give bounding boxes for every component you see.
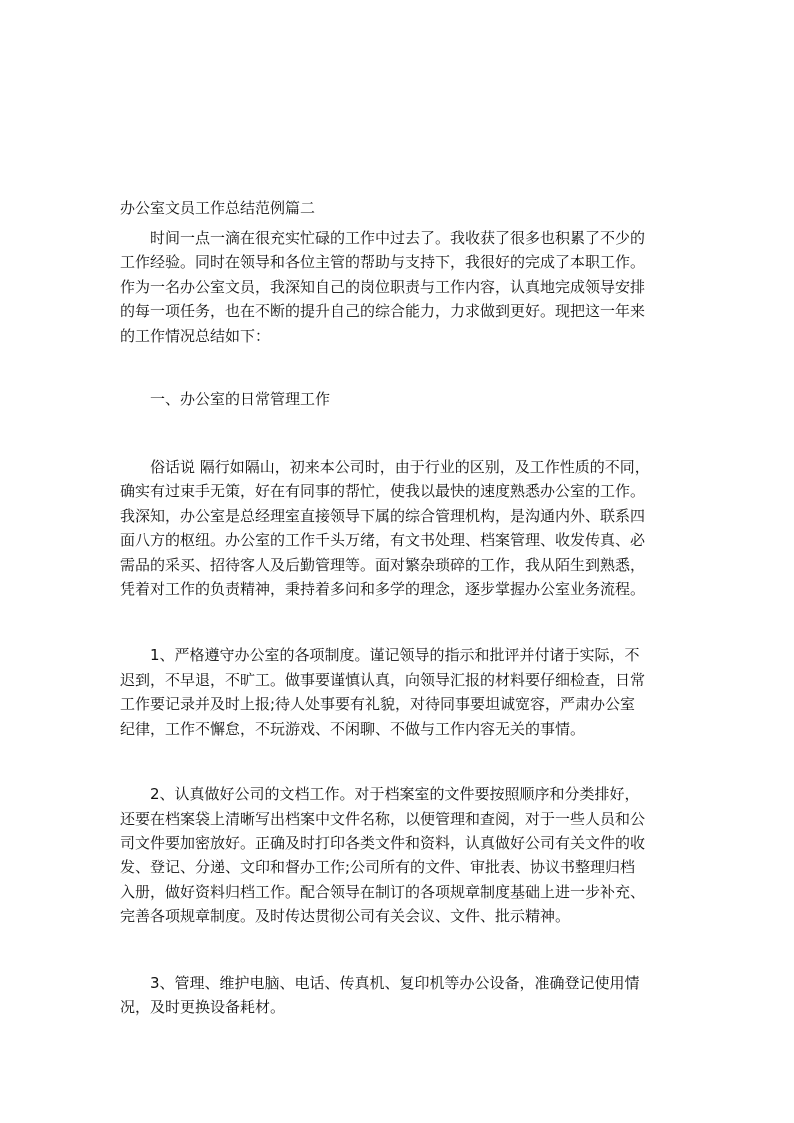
intro-line: 工作经验。同时在领导和各位主管的帮助与支持下，我很好的完成了本职工作。: [120, 253, 646, 272]
intro-line: 的每一项任务，也在不断的提升自己的综合能力，力求做到更好。现把这一年来: [120, 302, 646, 321]
section1-line: 需品的采买、招待客人及后勤管理等。面对繁杂琐碎的工作，我从陌生到熟悉，: [120, 555, 646, 574]
intro-line: 作为一名办公室文员，我深知自己的岗位职责与工作内容，认真地完成领导安排: [120, 277, 646, 296]
item3-paragraph: [120, 971, 680, 1020]
section1-paragraph: [120, 455, 680, 601]
section1-line: 确实有过束手无策，好在有同事的帮忙，使我以最快的速度熟悉办公室的工作。: [120, 482, 646, 501]
intro-line: 的工作情况总结如下：: [120, 326, 271, 345]
intro-line: 时间一点一滴在很充实忙碌的工作中过去了。我收获了很多也积累了不少的: [150, 229, 646, 247]
section1-line: 面八方的枢纽。办公室的工作千头万绪，有文书处理、档案管理、收发传真、必: [120, 531, 646, 550]
item2-line: 发、登记、分递、文印和督办工作;公司所有的文件、审批表、协议书整理归档: [120, 858, 636, 877]
intro-paragraph: [120, 226, 680, 348]
item1-line: 纪律，工作不懈怠，不玩游戏、不闲聊、不做与工作内容无关的事情。: [120, 719, 586, 738]
document-body: [120, 196, 680, 1019]
item1-line: 1、严格遵守办公室的各项制度。谨记领导的指示和批评并付诸于实际，不: [150, 646, 640, 665]
item2-line: 完善各项规章制度。及时传达贯彻公司有关会议、文件、批示精神。: [120, 907, 571, 926]
item1-line: 迟到，不早退，不旷工。做事要谨慎认真，向领导汇报的材料要仔细检查，日常: [120, 670, 646, 689]
item1-line: 工作要记录并及时上报;待人处事要有礼貌，对待同事要坦诚宽容，严肃办公室: [120, 695, 636, 714]
section1-line: 凭着对工作的负责精神，秉持着多问和多学的理念，逐步掌握办公室业务流程。: [120, 580, 646, 599]
item3-line: 况，及时更换设备耗材。: [120, 997, 286, 1016]
item2-line: 还要在档案袋上清晰写出档案中文件名称，以便管理和查阅，对于一些人员和公: [120, 809, 646, 828]
item3-line: 3、管理、维护电脑、电话、传真机、复印机等办公设备，准确登记使用情: [150, 973, 640, 992]
section-heading-1: 一、办公室的日常管理工作: [150, 390, 331, 409]
section1-line: 俗话说 隔行如隔山，初来本公司时，由于行业的区别，及工作性质的不同，: [150, 458, 650, 477]
item2-line: 2、认真做好公司的文档工作。对于档案室的文件要按照顺序和分类排好，: [150, 785, 640, 804]
document-title: 办公室文员工作总结范例篇二: [120, 199, 316, 217]
item2-line: 入册，做好资料归档工作。配合领导在制订的各项规章制度基础上进一步补充、: [120, 882, 646, 901]
item2-paragraph: [120, 782, 680, 928]
section1-line: 我深知，办公室是总经理室直接领导下属的综合管理机构，是沟通内外、联系四: [120, 506, 646, 525]
item2-line: 司文件要加密放好。正确及时打印各类文件和资料，认真做好公司有关文件的收: [120, 833, 646, 852]
item1-paragraph: [120, 643, 680, 741]
